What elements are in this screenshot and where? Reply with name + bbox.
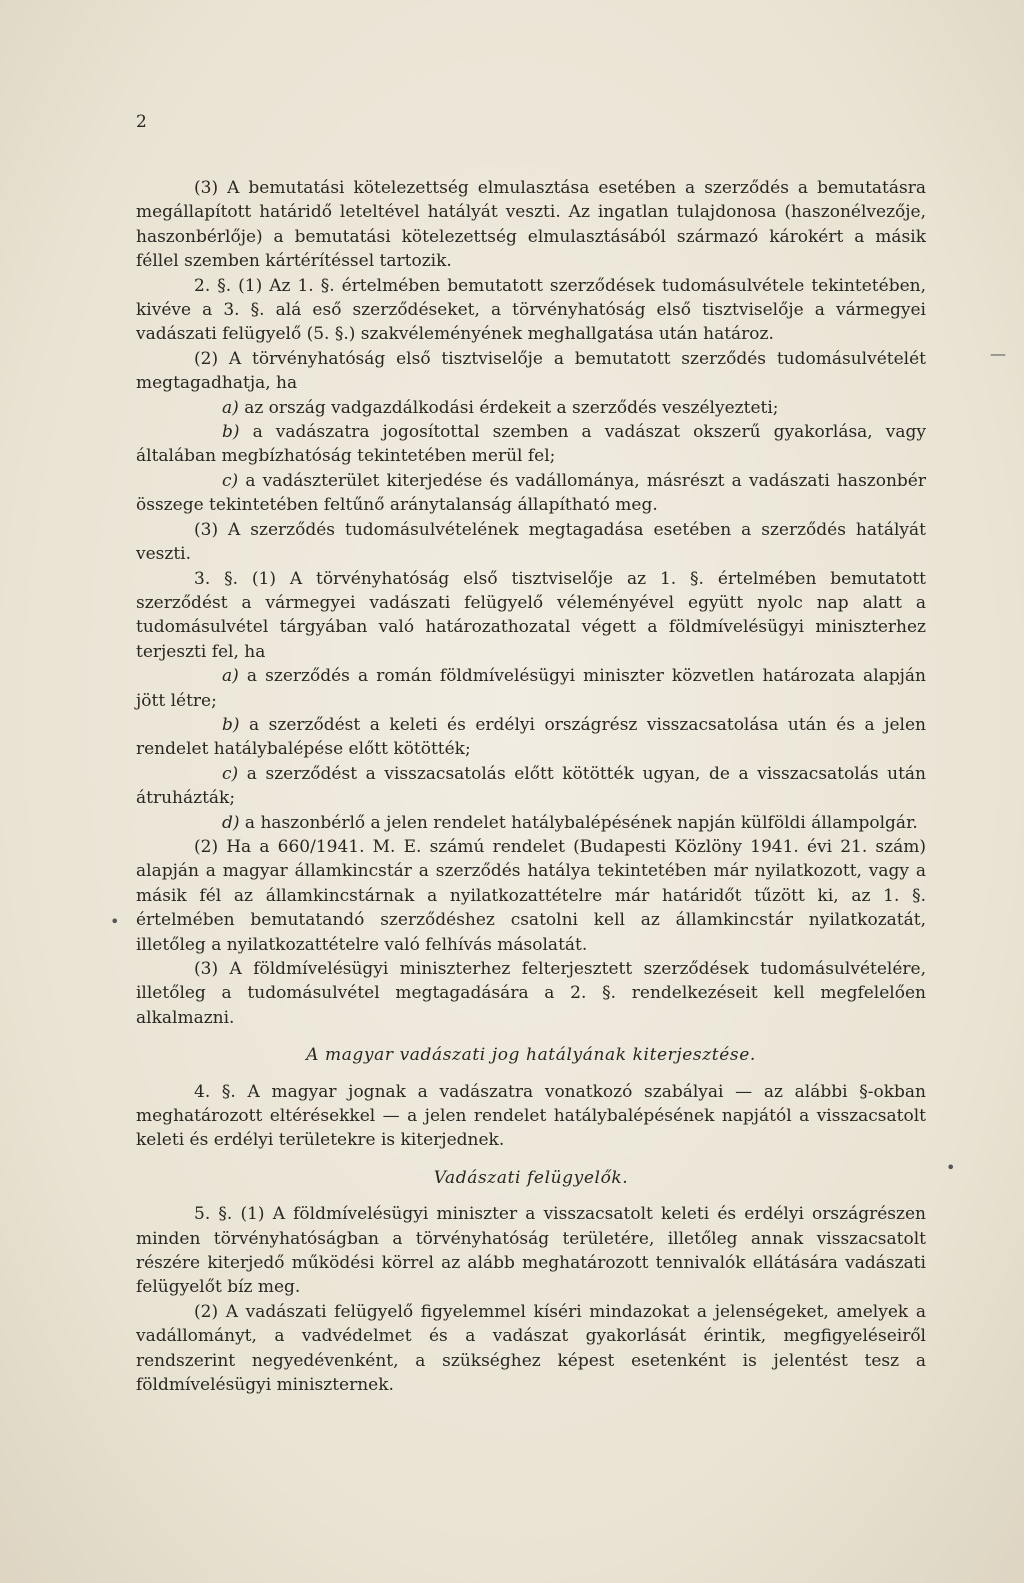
paragraph: (3) A földmívelésügyi miniszterhez felterjesztett szerződések tudomásulvételére, illetőleg a tudomásulvétel megtagadására a 2. §. rendelkezéseit kell megfelelően alkalmazni. — [136, 959, 926, 1028]
section-heading: A magyar vadászati jog hatályának kiterjesztése. — [306, 1045, 756, 1066]
margin-bullet-right: • — [946, 1158, 956, 1177]
margin-dash-mark: — — [990, 344, 1006, 363]
list-item — [136, 469, 926, 518]
margin-bullet-left: • — [110, 912, 120, 931]
list-item-text: a vadászatra jogosítottal szemben a vadászat okszerű gyakorlása, vagy általában megbízhatóság tekintetében merül fel; — [136, 422, 927, 467]
list-item — [136, 396, 926, 420]
list-item-label: a) — [222, 666, 239, 687]
list-item-text: a szerződés a román földmívelésügyi miniszter közvetlen határozata alapján jött létre; — [136, 666, 927, 711]
list-item-text: az ország vadgazdálkodási érdekeit a szerződés veszélyezteti; — [244, 397, 779, 418]
document-body — [136, 176, 926, 1398]
list-item — [136, 811, 926, 835]
section-heading: Vadászati felügyelők. — [433, 1167, 629, 1188]
list-item — [136, 762, 926, 811]
list-item-label: a) — [222, 397, 239, 418]
list-item-text: a szerződést a visszacsatolás előtt kötötték ugyan, de a visszacsatolás után átruházták; — [136, 763, 926, 809]
list-item — [136, 713, 926, 762]
paragraph: 3. §. (1) A törvényhatóság első tisztviselője az 1. §. értelmében bemutatott szerződést a vármegyei vadászati felügyelő véleményével együtt nyolc nap alatt a tudomásulvétel tárgyában való határozathozatal végett a földmívelésügyi miniszterhez terjeszti fel, ha — [136, 568, 926, 662]
list-item-text: a haszonbérlő a jelen rendelet hatálybalépésének napján külföldi állampolgár. — [244, 812, 918, 833]
list-item — [136, 420, 926, 469]
paragraph: (3) A szerződés tudomásulvételének megtagadása esetében a szerződés hatályát veszti. — [136, 519, 926, 565]
list-item-label: b) — [222, 422, 240, 443]
paragraph: (2) A vadászati felügyelő figyelemmel kíséri mindazokat a jelenségeket, amelyek a vadállományt, a vadvédelmet és a vadászat gyakorlását érintik, megfigyeléseiről rendszerint negyedévenként, a szükséghez képest esetenként is jelentést tesz a földmívelésügyi miniszternek. — [136, 1301, 926, 1396]
paragraph: (3) A bemutatási kötelezettség elmulasztása esetében a szerződés a bemutatásra megállapított határidő leteltével hatályát veszti. Az ingatlan tulajdonosa (haszonélvezője, haszonbérlője) a bemutatási kötelezettség elmulasztásából származó károkért a másik féllel szemben kártérítéssel tartozik. — [136, 178, 926, 272]
paragraph: (2) Ha a 660/1941. M. E. számú rendelet (Budapesti Közlöny 1941. évi 21. szám) alapján a magyar államkincstár a szerződés hatálya tekintetében már nyilatkozott, vagy a másik fél az államkincstárnak a nyilatkozattételre már határidőt tűzött ki, az 1. §. értelmében bemutatandó szerződéshez csatolni kell az államkincstár nyilatkozatát, illetőleg a nyilatkozattételre való felhívás másolatát. — [136, 836, 926, 955]
list-item — [136, 664, 926, 713]
list-item-label: d) — [222, 812, 240, 833]
paragraph: 2. §. (1) Az 1. §. értelmében bemutatott szerződések tudomásulvétele tekintetében, kivéve a 3. §. alá eső szerződéseket, a törvényhatóság első tisztviselője a vármegyei vadászati felügyelő (5. §.) szakvéleményének meghallgatása után határoz. — [136, 275, 926, 345]
paragraph: (2) A törvényhatóság első tisztviselője a bemutatott szerződés tudomásulvételét megtagadhatja, ha — [136, 348, 926, 394]
list-item-text: a vadászterület kiterjedése és vadállománya, másrészt a vadászati haszonbér összege tekintetében feltűnő aránytalanság állapítható meg. — [136, 470, 926, 516]
page-number: 2 — [136, 112, 148, 132]
list-item-label: c) — [222, 763, 239, 784]
list-item-label: c) — [222, 470, 239, 491]
paragraph: 5. §. (1) A földmívelésügyi miniszter a visszacsatolt keleti és erdélyi országrészen minden törvényhatóságban a törvényhatóság területére, illetőleg annak visszacsatolt részére kiterjedő működési körrel az alább meghatározott tennivalók ellátására vadászati felügyelőt bíz meg. — [136, 1204, 926, 1298]
list-item-text: a szerződést a keleti és erdélyi országrész visszacsatolása után és a jelen rendelet hatálybalépése előtt kötötték; — [136, 714, 926, 760]
list-item-label: b) — [222, 714, 240, 735]
paragraph: 4. §. A magyar jognak a vadászatra vonatkozó szabályai — az alábbi §-okban meghatározott eltérésekkel — a jelen rendelet hatálybalépésének napjától a visszacsatolt keleti és erdélyi területekre is kiterjednek. — [136, 1081, 926, 1151]
